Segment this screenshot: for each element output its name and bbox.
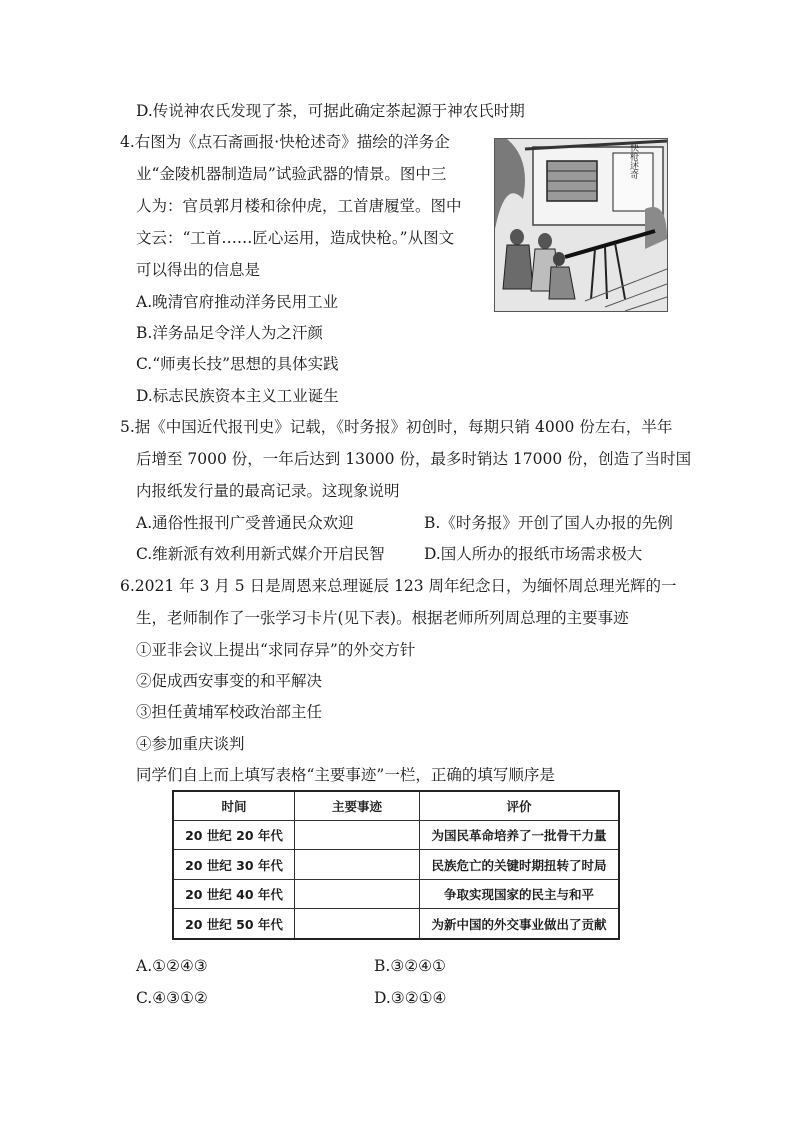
q6-event-1: ①亚非会议上提出“求同存异”的外交方针 [136, 641, 416, 659]
q5-stem-line-2: 后增至 7000 份，一年后达到 13000 份，最多时销达 17000 份，创造了当时国 [136, 450, 692, 468]
table-row [173, 909, 619, 939]
q4-option-c: C.“师夷长技”思想的具体实践 [136, 355, 339, 373]
q6-option-b: B.③②④① [374, 957, 446, 975]
header-time: 时间 [173, 791, 295, 821]
cell-time: 20 世纪 50 年代 [173, 909, 295, 939]
cell-evaluation: 民族危亡的关键时期扭转了时局 [420, 850, 620, 879]
q6-option-d: D.③②①④ [374, 989, 447, 1007]
q6-event-2: ②促成西安事变的和平解决 [136, 672, 323, 690]
q5-stem-line-1: 5.据《中国近代报刊史》记载，《时务报》初创时，每期只销 4000 份左右，半年 [120, 418, 673, 436]
q5-option-b: B.《时务报》开创了国人办报的先例 [424, 514, 673, 532]
header-evaluation: 评价 [420, 791, 620, 821]
q6-prompt: 同学们自上而上填写表格“主要事迹”一栏，正确的填写顺序是 [136, 766, 555, 784]
q5-option-c: C.维新派有效利用新式媒介开启民智 [136, 545, 385, 563]
table-row [173, 879, 619, 908]
cell-main-deed [295, 909, 420, 939]
woodcut-illustration-icon [494, 138, 668, 312]
q4-option-b: B.洋务品足令洋人为之汗颜 [136, 324, 323, 342]
cell-time: 20 世纪 30 年代 [173, 850, 295, 879]
header-main-deeds: 主要事迹 [295, 791, 420, 821]
q4-option-d: D.标志民族资本主义工业诞生 [136, 387, 339, 405]
cell-evaluation: 争取实现国家的民主与和平 [420, 879, 620, 908]
q3-option-d: D.传说神农氏发现了茶，可据此确定茶起源于神农氏时期 [136, 102, 525, 120]
q6-event-4: ④参加重庆谈判 [136, 735, 245, 753]
q5-stem-line-3: 内报纸发行量的最高记录。这现象说明 [136, 482, 400, 500]
table-row [173, 850, 619, 879]
table-header-row [173, 791, 619, 821]
cell-evaluation: 为国民革命培养了一批骨干力量 [420, 821, 620, 850]
q6-event-3: ③担任黄埔军校政治部主任 [136, 703, 323, 721]
cell-main-deed [295, 879, 420, 908]
q5-option-a: A.通俗性报刊广受普通民众欢迎 [136, 514, 354, 532]
q6-stem-line-1: 6.2021 年 3 月 5 日是周恩来总理诞辰 123 周年纪念日，为缅怀周总理光辉的一 [120, 577, 677, 595]
cell-main-deed [295, 850, 420, 879]
q4-option-a: A.晚清官府推动洋务民用工业 [136, 293, 339, 311]
study-card-table [172, 790, 620, 940]
q6-option-c: C.④③①② [136, 989, 208, 1007]
q4-stem-line-3: 人为：官员郭月楼和徐仲虎，工首唐履堂。图中 [136, 197, 462, 215]
q4-stem-line-1: 4.右图为《点石斋画报·快枪述奇》描绘的洋务企 [120, 133, 450, 151]
q6-option-a: A.①②④③ [136, 957, 208, 975]
q4-stem-line-4: 文云：“工首……匠心运用，造成快枪。”从图文 [136, 229, 455, 247]
illustration-inscription: 快枪述奇 [628, 143, 638, 179]
q5-option-d: D.国人所办的报纸市场需求极大 [424, 545, 643, 563]
q6-stem-line-2: 生，老师制作了一张学习卡片(见下表)。根据老师所列周总理的主要事迹 [136, 609, 629, 627]
cell-time: 20 世纪 20 年代 [173, 821, 295, 850]
q4-stem-line-5: 可以得出的信息是 [136, 261, 261, 279]
table-row [173, 821, 619, 850]
q4-stem-line-2: 业“金陵机器制造局”试验武器的情景。图中三 [136, 165, 447, 183]
cell-time: 20 世纪 40 年代 [173, 879, 295, 908]
cell-main-deed [295, 821, 420, 850]
cell-evaluation: 为新中国的外交事业做出了贡献 [420, 909, 620, 939]
